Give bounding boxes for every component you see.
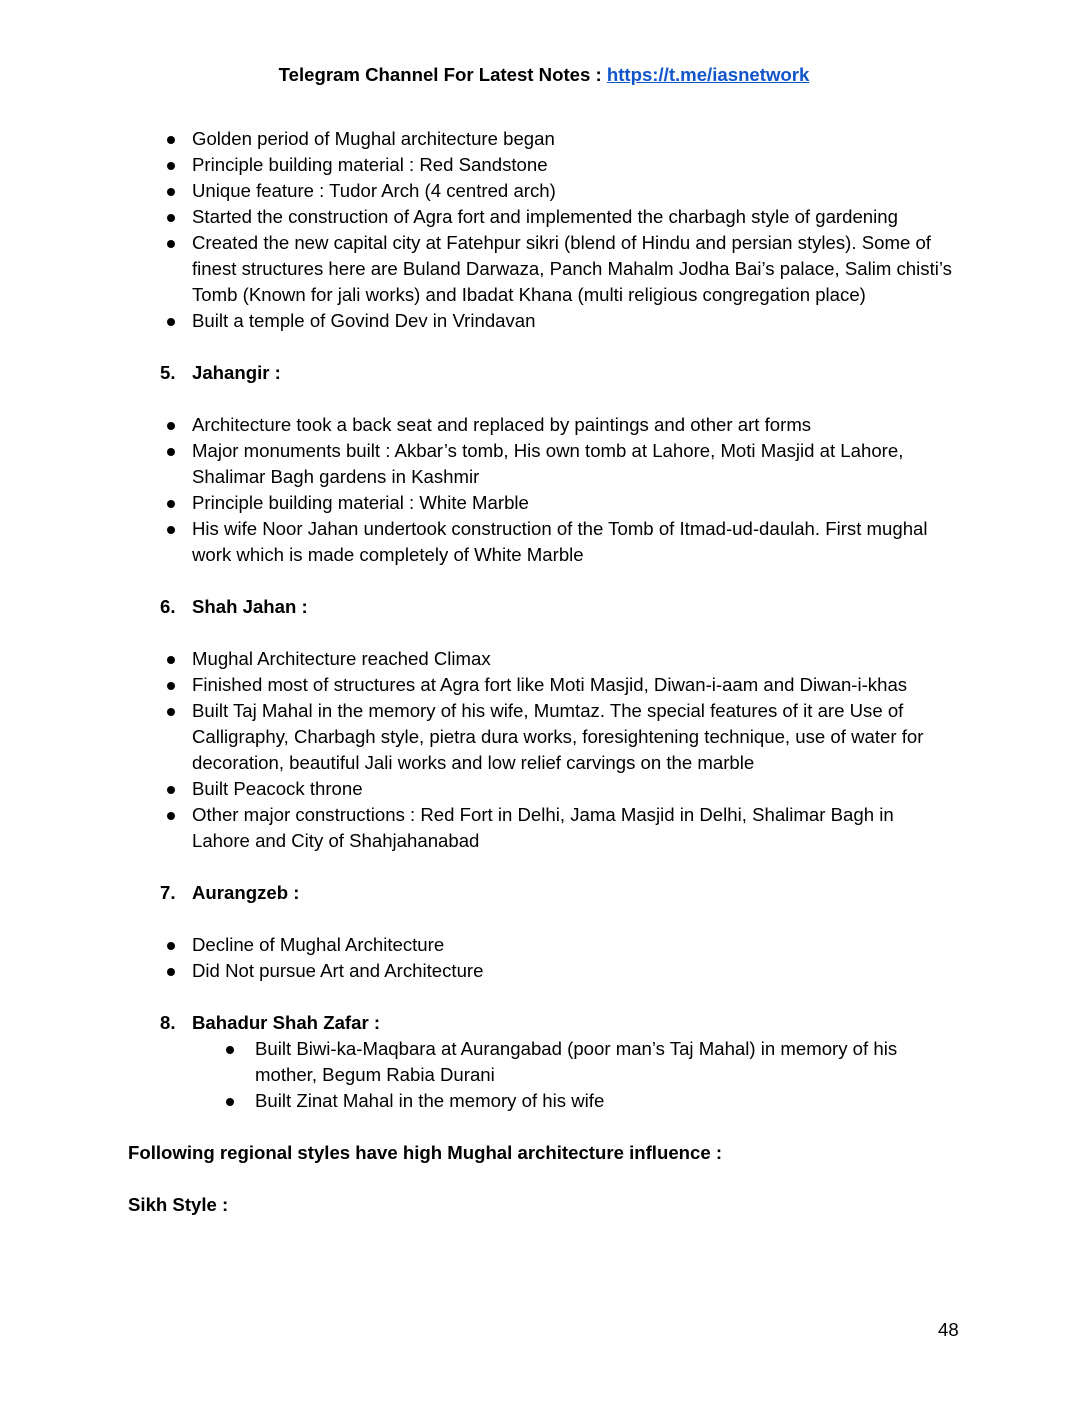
bullet-icon (167, 214, 175, 222)
bahadur-shah-zafar-bullet-list (128, 1036, 968, 1114)
list-item: Decline of Mughal Architecture (128, 932, 952, 958)
list-item: Principle building material : Red Sandstone (128, 152, 952, 178)
bullet-icon (167, 136, 175, 144)
bullet-icon (167, 188, 175, 196)
bullet-icon (167, 786, 175, 794)
list-item: Architecture took a back seat and replaced by paintings and other art forms (128, 412, 952, 438)
list-item: Built Zinat Mahal in the memory of his wife (128, 1088, 955, 1114)
section-title: Aurangzeb : (192, 882, 300, 903)
bullet-icon (167, 526, 175, 534)
section-number: 5. (160, 362, 176, 383)
jahangir-bullet-list (128, 412, 968, 568)
list-item: Built Peacock throne (128, 776, 952, 802)
section-heading-jahangir (128, 360, 968, 386)
section-heading-shah-jahan (128, 594, 968, 620)
bullet-icon (167, 240, 175, 248)
bullet-icon (167, 422, 175, 430)
bullet-icon (167, 448, 175, 456)
list-item: Did Not pursue Art and Architecture (128, 958, 952, 984)
bullet-icon (167, 500, 175, 508)
section-heading-aurangzeb (128, 880, 968, 906)
list-item: Mughal Architecture reached Climax (128, 646, 952, 672)
shah-jahan-bullet-list (128, 646, 968, 854)
regional-styles-heading: Following regional styles have high Mughal architecture influence : (128, 1142, 723, 1163)
bullet-icon (167, 656, 175, 664)
list-item: Built a temple of Govind Dev in Vrindavan (128, 308, 952, 334)
sikh-style-heading: Sikh Style : (128, 1194, 229, 1215)
list-item: Other major constructions : Red Fort in Delhi, Jama Masjid in Delhi, Shalimar Bagh in Lahore and City of Shahjahanabad (128, 802, 952, 854)
bullet-icon (167, 968, 175, 976)
list-item: His wife Noor Jahan undertook construction of the Tomb of Itmad-ud-daulah. First mughal work which is made completely of White Marble (128, 516, 952, 568)
bullet-icon (167, 708, 175, 716)
intro-bullet-list (128, 126, 968, 334)
section-title: Bahadur Shah Zafar : (192, 1012, 381, 1033)
list-item: Major monuments built : Akbar’s tomb, His own tomb at Lahore, Moti Masjid at Lahore, Shalimar Bagh gardens in Kashmir (128, 438, 952, 490)
page-number: 48 (938, 1319, 959, 1340)
bullet-icon (167, 812, 175, 820)
telegram-link[interactable]: https://t.me/iasnetwork (606, 64, 810, 85)
list-item: Golden period of Mughal architecture began (128, 126, 952, 152)
aurangzeb-bullet-list (128, 932, 968, 984)
list-item: Finished most of structures at Agra fort like Moti Masjid, Diwan-i-aam and Diwan-i-khas (128, 672, 952, 698)
document-body (128, 126, 968, 1218)
list-item: Created the new capital city at Fatehpur sikri (blend of Hindu and persian styles). Some of finest structures here are Buland Darwaza, Panch Mahalm Jodha Bai’s palace, Salim chisti’s Tomb (Known for jali works) and Ibadat Khana (multi religious congregation place) (128, 230, 952, 308)
bullet-icon (167, 162, 175, 170)
section-number: 8. (160, 1012, 176, 1033)
page-header (0, 63, 1088, 87)
list-item: Started the construction of Agra fort and implemented the charbagh style of gardening (128, 204, 952, 230)
section-number: 7. (160, 882, 176, 903)
list-item: Built Biwi-ka-Maqbara at Aurangabad (poor man’s Taj Mahal) in memory of his mother, Begum Rabia Durani (128, 1036, 955, 1088)
header-label: Telegram Channel For Latest Notes : (278, 64, 607, 85)
bullet-icon (226, 1046, 234, 1054)
list-item: Built Taj Mahal in the memory of his wife, Mumtaz. The special features of it are Use of Calligraphy, Charbagh style, pietra dura works, foresightening technique, use of water for decoration, beautiful Jali works and low relief carvings on the marble (128, 698, 952, 776)
section-title: Shah Jahan : (192, 596, 308, 617)
list-item: Principle building material : White Marble (128, 490, 952, 516)
section-title: Jahangir : (192, 362, 281, 383)
bullet-icon (226, 1098, 234, 1106)
bullet-icon (167, 318, 175, 326)
section-heading-bahadur-shah-zafar (128, 1010, 968, 1036)
bullet-icon (167, 682, 175, 690)
section-number: 6. (160, 596, 176, 617)
list-item: Unique feature : Tudor Arch (4 centred arch) (128, 178, 952, 204)
bullet-icon (167, 942, 175, 950)
